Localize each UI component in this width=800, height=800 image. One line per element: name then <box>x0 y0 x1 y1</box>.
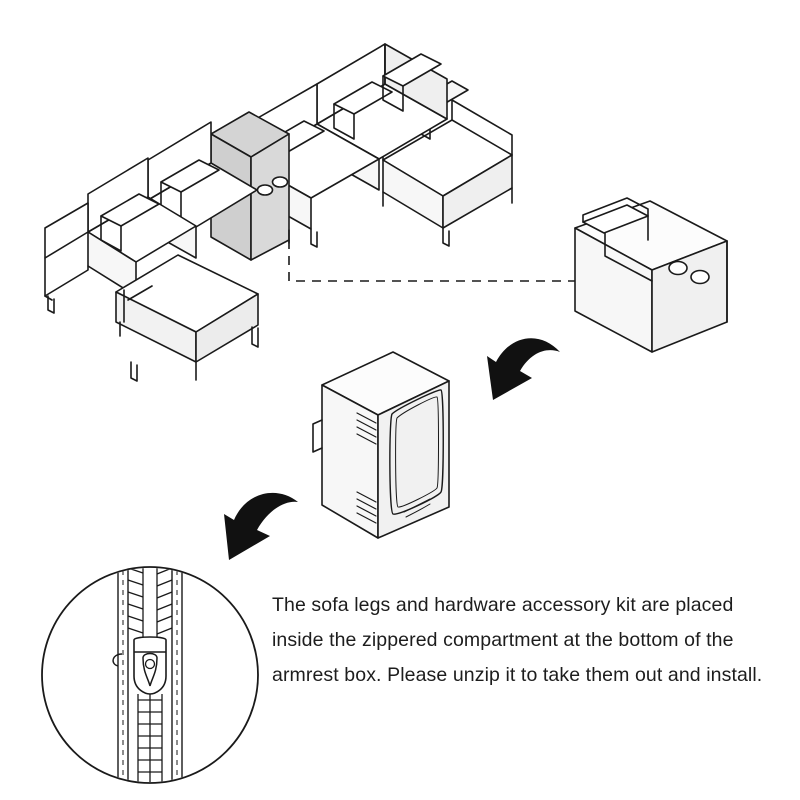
zipper-detail-circle <box>42 560 258 790</box>
curved-arrow-upper <box>487 338 560 400</box>
armrest-box-illustration <box>575 198 727 352</box>
instruction-caption: The sofa legs and hardware accessory kit are placed inside the zippered compartment at the bottom of the armrest box. Please unzip it to take them out and install. <box>272 594 763 686</box>
dashed-leader-line <box>289 240 575 281</box>
curved-arrow-lower <box>224 493 298 560</box>
armrest-box-upright-illustration <box>313 352 449 538</box>
sectional-sofa-illustration <box>45 44 512 381</box>
sofa-ottoman <box>116 255 258 381</box>
